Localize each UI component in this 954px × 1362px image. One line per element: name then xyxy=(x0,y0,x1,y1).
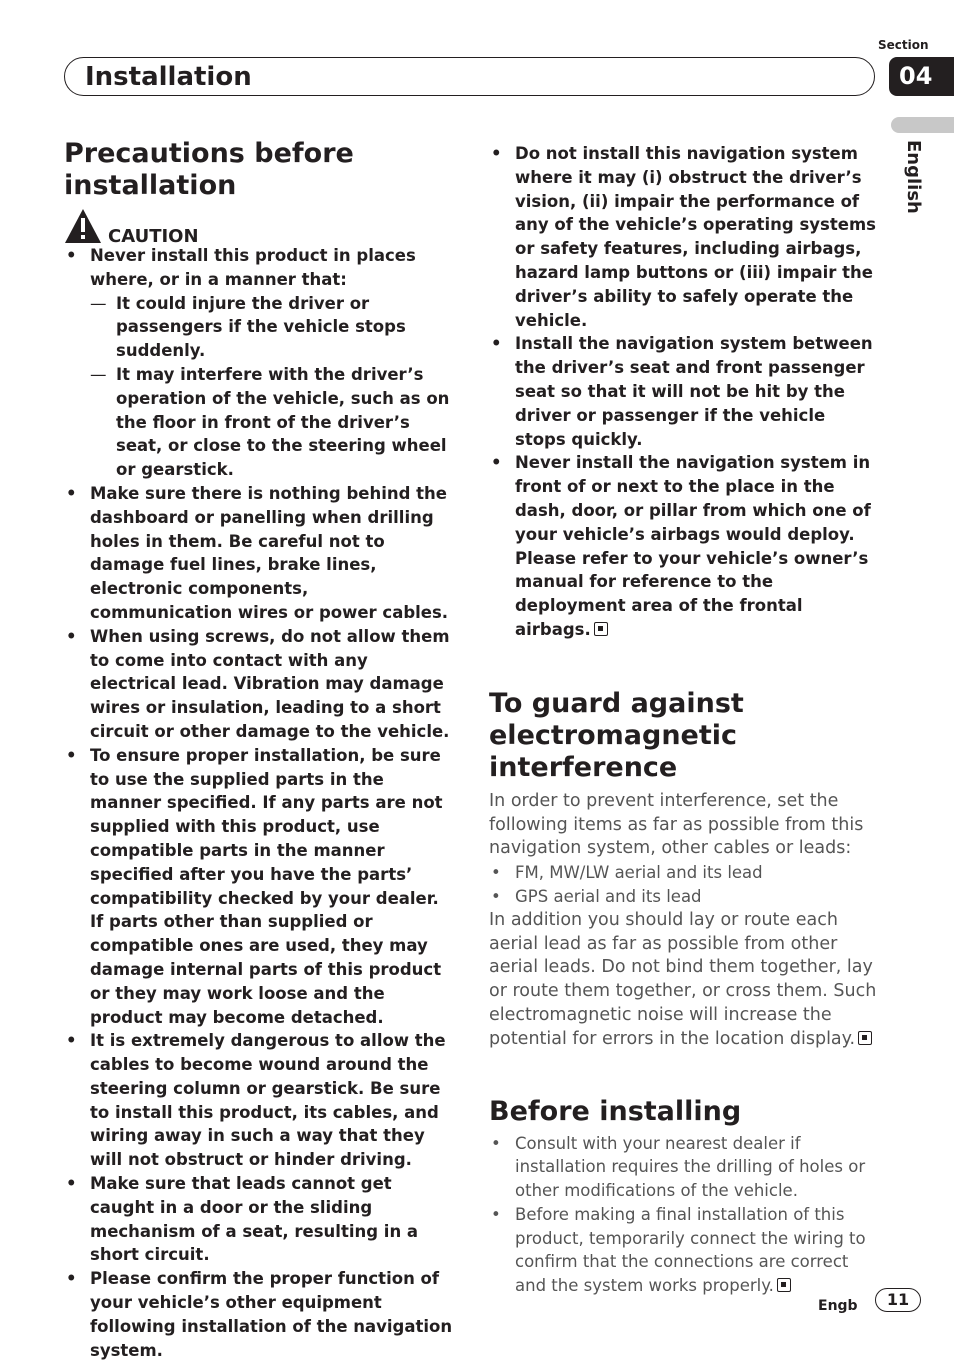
list-item-text: Never install this product in places where, or in a manner that: xyxy=(90,246,416,289)
list-item-text: Never install the navigation system in front of or next to the place in the dash, door, or pillar from which one of your vehicle’s airbags would deploy. Please refer to your vehicle’s owner’s manual for reference to the deployment area of the frontal airbags. xyxy=(515,453,871,639)
language-tab xyxy=(891,117,954,133)
before-installing-heading: Before installing xyxy=(489,1095,742,1127)
left-column xyxy=(64,138,456,1362)
list-item: • Consult with your nearest dealer if installation requires the drilling of holes or other modifications of the vehicle. xyxy=(489,1132,881,1203)
list-item: • It is extremely dangerous to allow the cables to become wound around the steering column or gearstick. Be sure to install this product, its cables, and wiring away in such a way that they will not obstruct or hinder driving. xyxy=(64,1029,456,1172)
precautions-heading xyxy=(64,138,456,202)
caution-list-continued xyxy=(489,142,881,642)
page-number: 11 xyxy=(875,1288,921,1312)
emi-heading-line2: electromagnetic interference xyxy=(489,719,738,783)
footer-language-code: Engb xyxy=(818,1298,858,1314)
list-item: • Do not install this navigation system where it may (i) obstruct the driver’s vision, (ii) impair the performance of any of the vehicle’s operating systems or safety features, including airbags, hazard lamp buttons or (iii) impair the driver’s ability to safely operate the vehicle. xyxy=(489,142,881,332)
section-label: Section xyxy=(878,38,929,52)
list-item: • GPS aerial and its lead xyxy=(489,885,881,909)
list-item: • Please confirm the proper function of your vehicle’s other equipment following installation of the navigation system. xyxy=(64,1267,456,1362)
emi-heading xyxy=(489,688,881,784)
emi-body xyxy=(489,909,881,1052)
right-column xyxy=(489,138,881,1298)
section-number-badge: 04 xyxy=(889,57,954,96)
list-item xyxy=(489,1203,881,1298)
list-item: • When using screws, do not allow them to come into contact with any electrical lead. Vibration may damage wires or insulation, leading to a short circuit or other damage to the vehicle. xyxy=(64,625,456,744)
before-installing-list xyxy=(489,1132,881,1299)
precautions-heading-line2: installation xyxy=(64,170,237,201)
list-item xyxy=(64,244,456,482)
precautions-heading-line1: Precautions before xyxy=(64,138,354,169)
list-item: • Make sure that leads cannot get caught in a door or the sliding mechanism of a seat, resulting in a short circuit. xyxy=(64,1172,456,1267)
emi-list xyxy=(489,861,881,909)
emi-heading-line1: To guard against xyxy=(489,687,744,719)
caution-list xyxy=(64,244,456,1362)
emi-intro: In order to prevent interference, set the following items as far as possible from this navigation system, other cables or leads: xyxy=(489,790,864,859)
end-mark-icon xyxy=(858,1031,872,1045)
list-item: • To ensure proper installation, be sure to use the supplied parts in the manner specified. If any parts are not supplied with this product, use compatible parts in the manner specified after you have the parts’ compatibility checked by your dealer. If parts other than supplied or compatible ones are used, they may damage internal parts of this product or they may work loose and the product may become detached. xyxy=(64,744,456,1030)
end-mark-icon xyxy=(594,622,608,636)
list-item: • FM, MW/LW aerial and its lead xyxy=(489,861,881,885)
chapter-header-bar xyxy=(64,57,875,96)
sub-list-item: — It may interfere with the driver’s operation of the vehicle, such as on the floor in front of the driver’s seat, or close to the steering wheel or gearstick. xyxy=(90,363,456,482)
chapter-title: Installation xyxy=(85,62,252,92)
end-mark-icon xyxy=(777,1278,791,1292)
caution-callout xyxy=(64,208,456,247)
language-label: English xyxy=(903,140,924,214)
list-item: • Make sure there is nothing behind the dashboard or panelling when drilling holes in them. Be careful not to damage fuel lines, brake lines, electronic components, communication wires or power cables. xyxy=(64,482,456,625)
caution-label: CAUTION xyxy=(108,226,199,247)
sub-list-item: — It could injure the driver or passengers if the vehicle stops suddenly. xyxy=(90,292,456,363)
list-item: • Install the navigation system between the driver’s seat and front passenger seat so that it will not be hit by the driver or passenger if the vehicle stops quickly. xyxy=(489,332,881,451)
sub-list xyxy=(90,292,456,482)
list-item-text: Before making a final installation of this product, temporarily connect the wiring to confirm that the connections are correct and the system works properly. xyxy=(515,1204,866,1296)
list-item xyxy=(489,451,881,641)
emi-body-text: In addition you should lay or route each aerial lead as far as possible from other aerial leads. Do not bind them together, lay or route them together, or cross them. Such electromagnetic noise will increase the potential for errors in the location display. xyxy=(489,909,877,1049)
warning-triangle-icon xyxy=(64,208,102,244)
